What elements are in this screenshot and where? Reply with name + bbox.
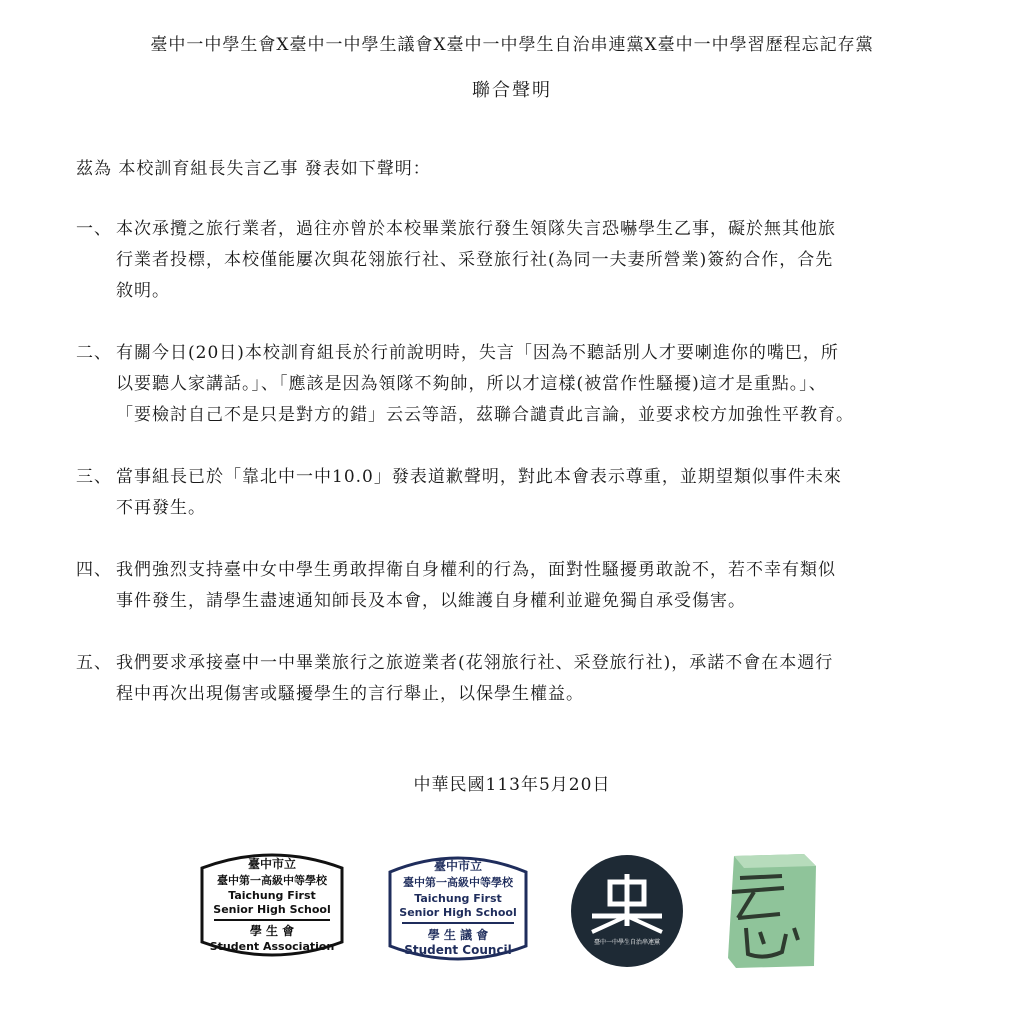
party-logo-graphic bbox=[570, 854, 684, 968]
student-association-seal bbox=[196, 846, 348, 962]
seal-city-text: 臺中市立 bbox=[433, 859, 483, 873]
seal-school-en-text: Taichung First bbox=[228, 889, 316, 902]
seal-org-cn-text: 學 生 議 會 bbox=[427, 928, 489, 942]
item-line: 我們強烈支持臺中女中學生勇敢捍衛自身權利的行為，面對性騷擾勇敢說不，若不幸有類似 bbox=[116, 560, 836, 580]
seal-school-cn-text: 臺中第一高級中等學校 bbox=[217, 874, 327, 887]
seal-org-en-text: Student Council bbox=[404, 943, 512, 957]
item-line: 「要檢討自己不是只是對方的錯」云云等語，茲聯合譴責此言論，並要求校方加強性平教育。 bbox=[116, 405, 854, 425]
learning-history-party-logo bbox=[724, 848, 820, 972]
statement-item-2 bbox=[76, 338, 976, 431]
statement-item-3 bbox=[76, 462, 976, 524]
seal-school-cn-text: 臺中第一高級中等學校 bbox=[403, 876, 513, 889]
statement-date: 中華民國113年5月20日 bbox=[413, 775, 611, 795]
seal-city-text: 臺中市立 bbox=[247, 857, 297, 871]
item-body bbox=[116, 555, 976, 617]
item-number: 一、 bbox=[76, 219, 112, 239]
preamble: 茲為 本校訓育組長失言乙事 發表如下聲明： bbox=[76, 159, 431, 179]
student-council-seal bbox=[384, 848, 532, 966]
item-line: 當事組長已於「靠北中一中10.0」發表道歉聲明，對此本會表示尊重，並期望類似事件未來 bbox=[116, 467, 842, 487]
student-council-seal-graphic bbox=[384, 848, 532, 966]
item-line: 不再發生。 bbox=[116, 498, 206, 518]
party-logo bbox=[570, 854, 684, 968]
item-line: 我們要求承接臺中一中畢業旅行之旅遊業者(花翎旅行社、采登旅行社)，承諾不會在本週行 bbox=[116, 653, 834, 673]
statement-item-5 bbox=[76, 648, 976, 710]
item-body bbox=[116, 338, 976, 431]
item-line: 程中再次出現傷害或騷擾學生的言行舉止，以保學生權益。 bbox=[116, 684, 584, 704]
seal-school-en-text: Taichung First bbox=[414, 892, 502, 905]
item-number: 五、 bbox=[76, 653, 112, 673]
item-line: 以要聽人家講話。」、「應該是因為領隊不夠帥，所以才這樣(被當作性騷擾)這才是重點。」、 bbox=[116, 374, 827, 394]
item-body bbox=[116, 214, 976, 307]
seal-school-en-text-2: Senior High School bbox=[213, 903, 331, 916]
item-number: 三、 bbox=[76, 467, 112, 487]
seal-org-en-text: Student Association bbox=[209, 940, 335, 953]
item-line: 行業者投標，本校僅能屢次與花翎旅行社、采登旅行社(為同一夫妻所營業)簽約合作，合先 bbox=[116, 250, 834, 270]
item-line: 事件發生，請學生盡速通知師長及本會，以維護自身權利並避免獨自承受傷害。 bbox=[116, 591, 746, 611]
page-title: 聯合聲明 bbox=[472, 80, 552, 101]
learning-history-logo-graphic bbox=[724, 848, 820, 972]
item-line: 有關今日(20日)本校訓育組長於行前說明時，失言「因為不聽話別人才要喇進你的嘴巴，所 bbox=[116, 343, 839, 363]
organizations-header: 臺中一中學生會X臺中一中學生議會X臺中一中學生自治串連黨X臺中一中學習歷程忘記存黨 bbox=[150, 35, 874, 55]
student-association-seal-graphic bbox=[196, 846, 348, 962]
item-number: 四、 bbox=[76, 560, 112, 580]
seal-org-cn-text: 學 生 會 bbox=[249, 924, 295, 938]
item-number: 二、 bbox=[76, 343, 112, 363]
item-body bbox=[116, 462, 976, 524]
item-body bbox=[116, 648, 976, 710]
party-caption-text: 臺中一中學生自治串連黨 bbox=[593, 939, 661, 946]
statement-item-1 bbox=[76, 214, 976, 307]
seal-school-en-text-2: Senior High School bbox=[399, 906, 517, 919]
statement-item-4 bbox=[76, 555, 976, 617]
item-line: 本次承攬之旅行業者，過往亦曾於本校畢業旅行發生領隊失言恐嚇學生乙事，礙於無其他旅 bbox=[116, 219, 836, 239]
item-line: 敘明。 bbox=[116, 281, 170, 301]
